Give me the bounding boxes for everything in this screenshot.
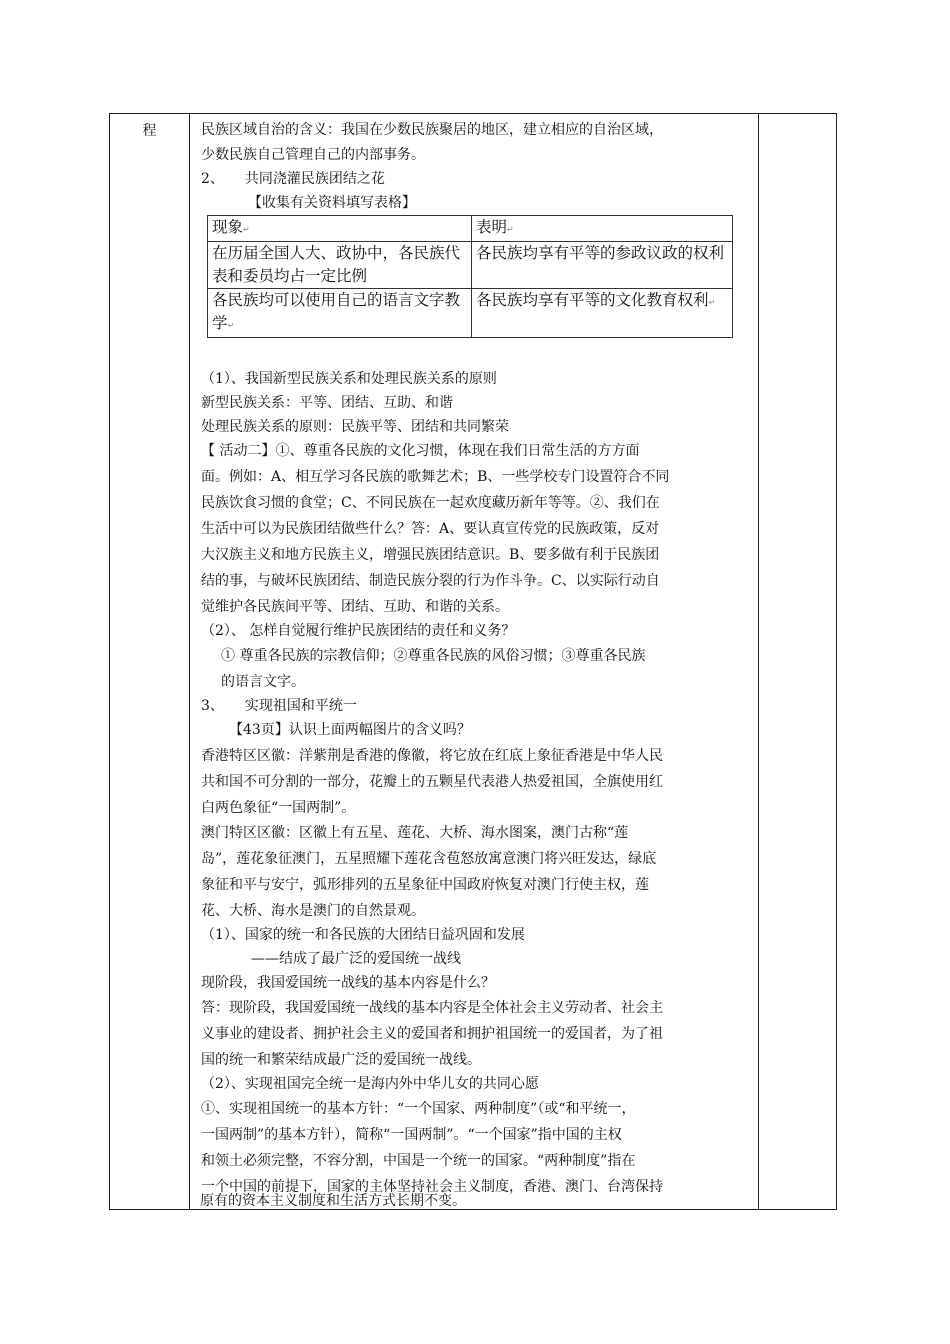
paragraph-line: 香港特区区徽：洋紫荆是香港的像徽，将它放在红底上象征香港是中华人民	[201, 748, 663, 764]
lesson-table-frame	[109, 113, 837, 1210]
table-header-cell: 现象↵	[208, 216, 472, 242]
paragraph-line: （2）、实现祖国完全统一是海内外中华儿女的共同心愿	[201, 1076, 539, 1092]
paragraph-line: 大汉族主义和地方民族主义，增强民族团结意识。B、要多做有利于民族团	[201, 547, 660, 563]
paragraph-line: 少数民族自己管理自己的内部事务。	[201, 147, 425, 163]
table-row	[208, 242, 733, 289]
paragraph-line: ① 尊重各民族的宗教信仰；②尊重各民族的风俗习惯；③尊重各民族	[221, 648, 646, 664]
paragraph-line: 一个中国的前提下，国家的主体坚持社会主义制度，香港、澳门、台湾保持	[201, 1179, 663, 1195]
paragraph-line: （1）、国家的统一和各民族的大团结日益巩固和发展	[201, 927, 525, 943]
column-divider-left	[189, 114, 190, 1209]
paragraph-line: 的语言文字。	[221, 674, 305, 690]
paragraph-line: 民族饮食习惯的食堂；C、不同民族在一起欢度藏历新年等等。②、我们在	[201, 495, 660, 511]
paragraph-line: 结的事，与破坏民族团结、制造民族分裂的行为作斗争。C、以实际行动自	[201, 573, 660, 589]
paragraph-line: 面。例如：A、相互学习各民族的歌舞艺术；B、一些学校专门设置符合不同	[201, 469, 670, 485]
section-heading: 2、 共同浇灌民族团结之花	[201, 171, 385, 187]
paragraph-line: 处理民族关系的原则：民族平等、团结和共同繁荣	[201, 419, 509, 435]
column-divider-right	[758, 114, 759, 1209]
paragraph-line: 国的统一和繁荣结成最广泛的爱国统一战线。	[201, 1052, 481, 1068]
paragraph-line: ——结成了最广泛的爱国统一战线	[251, 951, 461, 967]
paragraph-line: （2）、 怎样自觉履行维护民族团结的责任和义务？	[201, 623, 516, 639]
phenomenon-table	[207, 215, 733, 338]
paragraph-line: 现阶段，我国爱国统一战线的基本内容是什么？	[201, 975, 495, 991]
table-cell: 在历届全国人大、政协中，各民族代表和委员均占一定比例	[208, 242, 472, 289]
paragraph-line: 原有的资本主义制度和生活方式长期不变。	[200, 1193, 466, 1209]
section-heading: 3、 实现祖国和平统一	[201, 698, 357, 714]
paragraph-line: 民族区域自治的含义：我国在少数民族聚居的地区，建立相应的自治区域，	[201, 122, 663, 138]
paragraph-line: （1）、我国新型民族关系和处理民族关系的原则	[201, 371, 497, 387]
table-row	[208, 289, 733, 338]
paragraph-line: 象征和平与安宁，弧形排列的五星象征中国政府恢复对澳门行使主权，莲	[201, 877, 649, 893]
paragraph-line: 【43页】认识上面两幅图片的含义吗？	[229, 722, 471, 738]
table-cell: 各民族均享有平等的参政议政的权利	[472, 242, 733, 289]
paragraph-line: 花、大桥、海水是澳门的自然景观。	[201, 903, 425, 919]
paragraph-line: 一国两制”的基本方针），简称“一国两制”。“一个国家”指中国的主权	[201, 1127, 622, 1143]
paragraph-line: 白两色象征“一国两制”。	[201, 800, 356, 816]
table-header-cell: 表明↵	[472, 216, 733, 242]
table-cell: 各民族均可以使用自己的语言文字教学↵	[208, 289, 472, 338]
table-header-row	[208, 216, 733, 242]
table-caption: 【收集有关资料填写表格】	[248, 195, 416, 211]
paragraph-line: ①、实现祖国统一的基本方针：“一个国家、两种制度”（或“和平统一，	[201, 1101, 636, 1117]
process-label: 程	[142, 123, 157, 139]
paragraph-line: 答：现阶段，我国爱国统一战线的基本内容是全体社会主义劳动者、社会主	[201, 1000, 663, 1016]
paragraph-line: 新型民族关系：平等、团结、互助、和谐	[201, 395, 453, 411]
paragraph-line: 澳门特区区徽：区徽上有五星、莲花、大桥、海水图案，澳门古称“莲	[201, 825, 629, 841]
paragraph-line: 生活中可以为民族团结做些什么？答：A、要认真宣传党的民族政策，反对	[201, 521, 660, 537]
table-cell: 各民族均享有平等的文化教育权利↵	[472, 289, 733, 338]
paragraph-line: 岛”，莲花象征澳门，五星照耀下莲花含苞怒放寓意澳门将兴旺发达，绿底	[201, 851, 657, 867]
paragraph-line: 义事业的建设者、拥护社会主义的爱国者和拥护祖国统一的爱国者，为了祖	[201, 1026, 663, 1042]
paragraph-line: 【 活动二】①、尊重各民族的文化习惯，体现在我们日常生活的方方面	[201, 443, 640, 459]
paragraph-line: 和领土必须完整，不容分割，中国是一个统一的国家。“两种制度”指在	[201, 1153, 636, 1169]
paragraph-line: 觉维护各民族间平等、团结、互助、和谐的关系。	[201, 599, 509, 615]
paragraph-line: 共和国不可分割的一部分，花瓣上的五颗星代表港人热爱祖国，全旗使用红	[201, 774, 663, 790]
